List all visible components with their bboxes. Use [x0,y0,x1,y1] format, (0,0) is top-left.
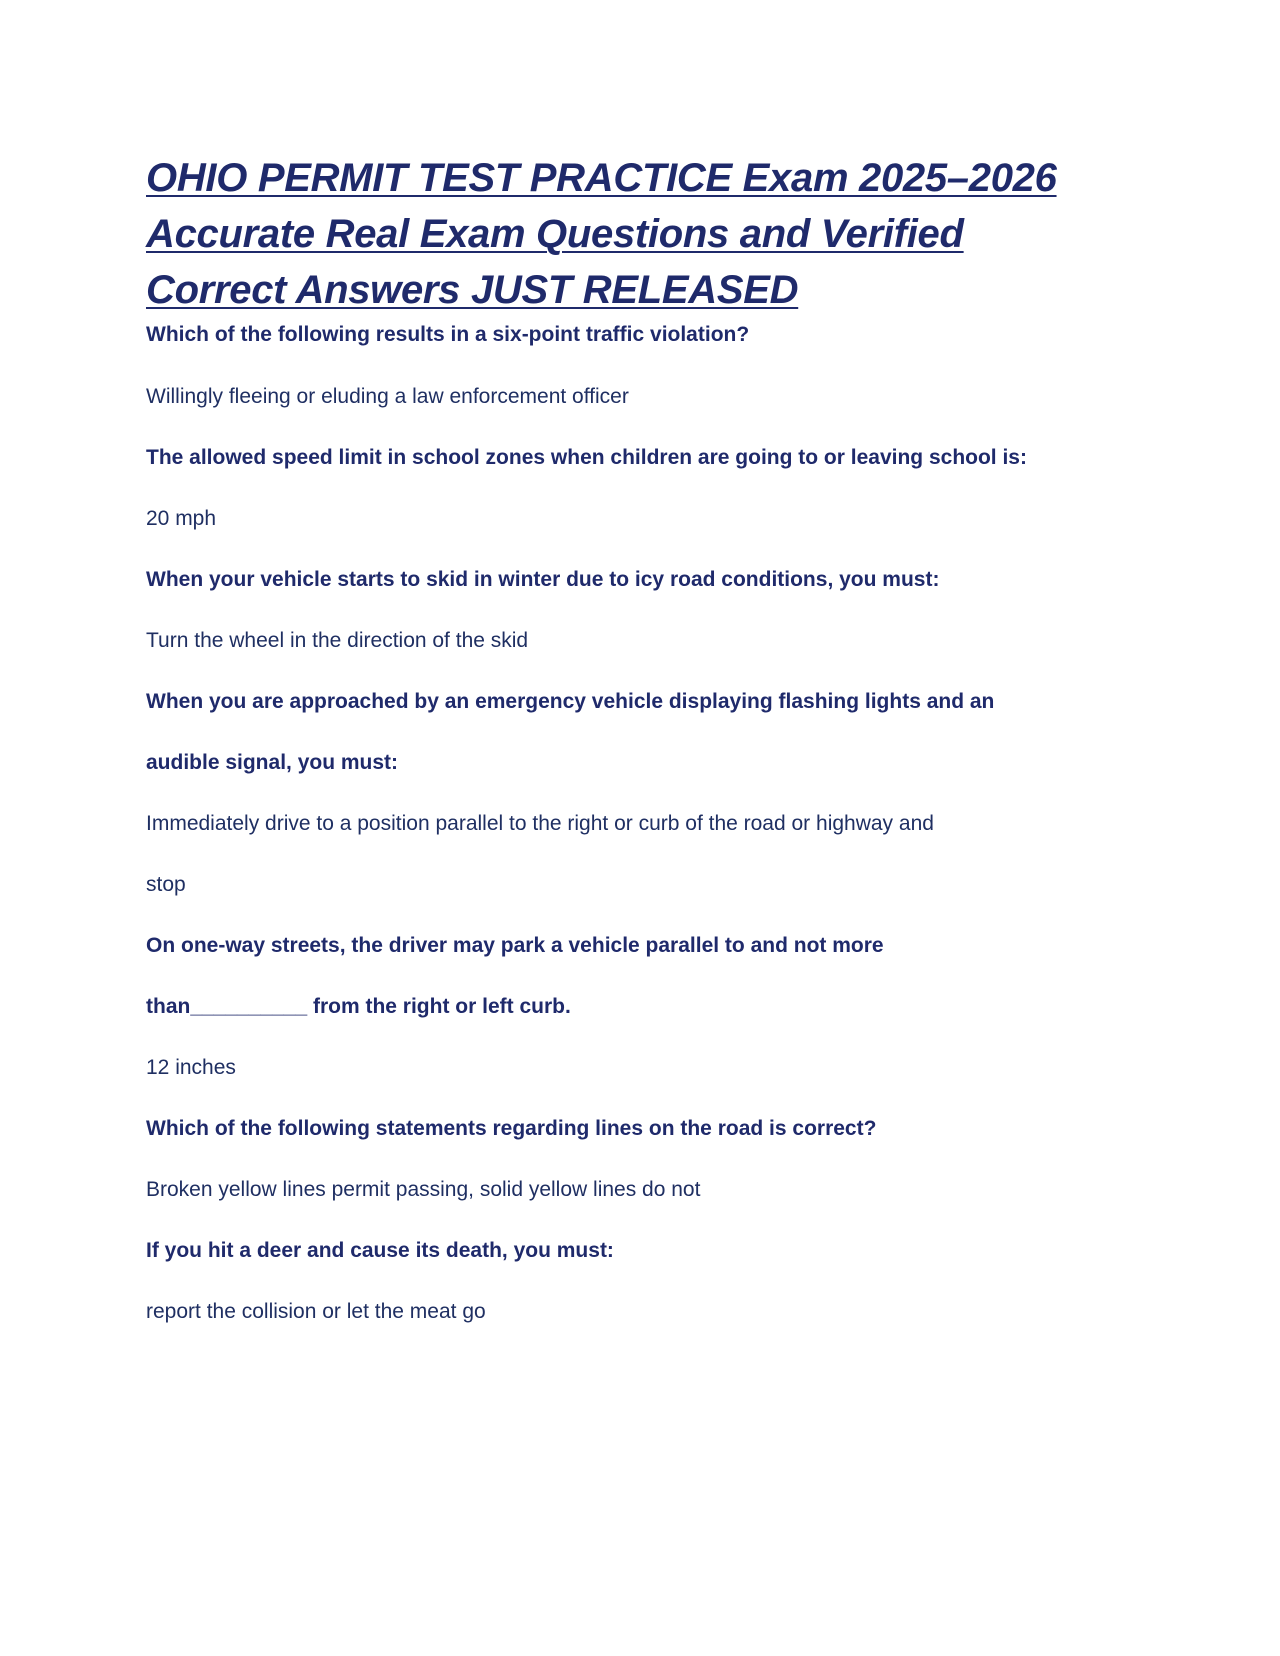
answer-line: Willingly fleeing or eluding a law enforcement officer [146,385,629,408]
question-line: Which of the following results in a six-point traffic violation? [146,323,750,346]
answer-line: 20 mph [146,507,217,530]
question-line: The allowed speed limit in school zones when children are going to or leaving school is: [146,446,1027,469]
answer-line: Immediately drive to a position parallel to the right or curb of the road or highway and [146,812,934,835]
document-title [146,150,1146,318]
question-line: When you are approached by an emergency vehicle displaying flashing lights and an [146,690,995,713]
title-line-1: OHIO PERMIT TEST PRACTICE Exam 2025–2026 [146,156,1057,200]
answer-line: report the collision or let the meat go [146,1300,486,1323]
question-line: If you hit a deer and cause its death, you must: [146,1239,614,1262]
document-page [146,150,1146,1342]
question-line: On one-way streets, the driver may park a vehicle parallel to and not more [146,934,884,957]
qa-list [146,320,1146,1342]
question-line: than__________ from the right or left curb. [146,995,571,1018]
title-line-2: Accurate Real Exam Questions and Verified [146,212,964,256]
title-line-3: Correct Answers JUST RELEASED [146,268,799,312]
question-line: audible signal, you must: [146,751,399,774]
answer-line: Broken yellow lines permit passing, solid yellow lines do not [146,1178,701,1201]
question-line: Which of the following statements regarding lines on the road is correct? [146,1117,877,1140]
answer-line: stop [146,873,186,896]
answer-line: Turn the wheel in the direction of the skid [146,629,529,652]
question-line: When your vehicle starts to skid in winter due to icy road conditions, you must: [146,568,940,591]
answer-line: 12 inches [146,1056,236,1079]
